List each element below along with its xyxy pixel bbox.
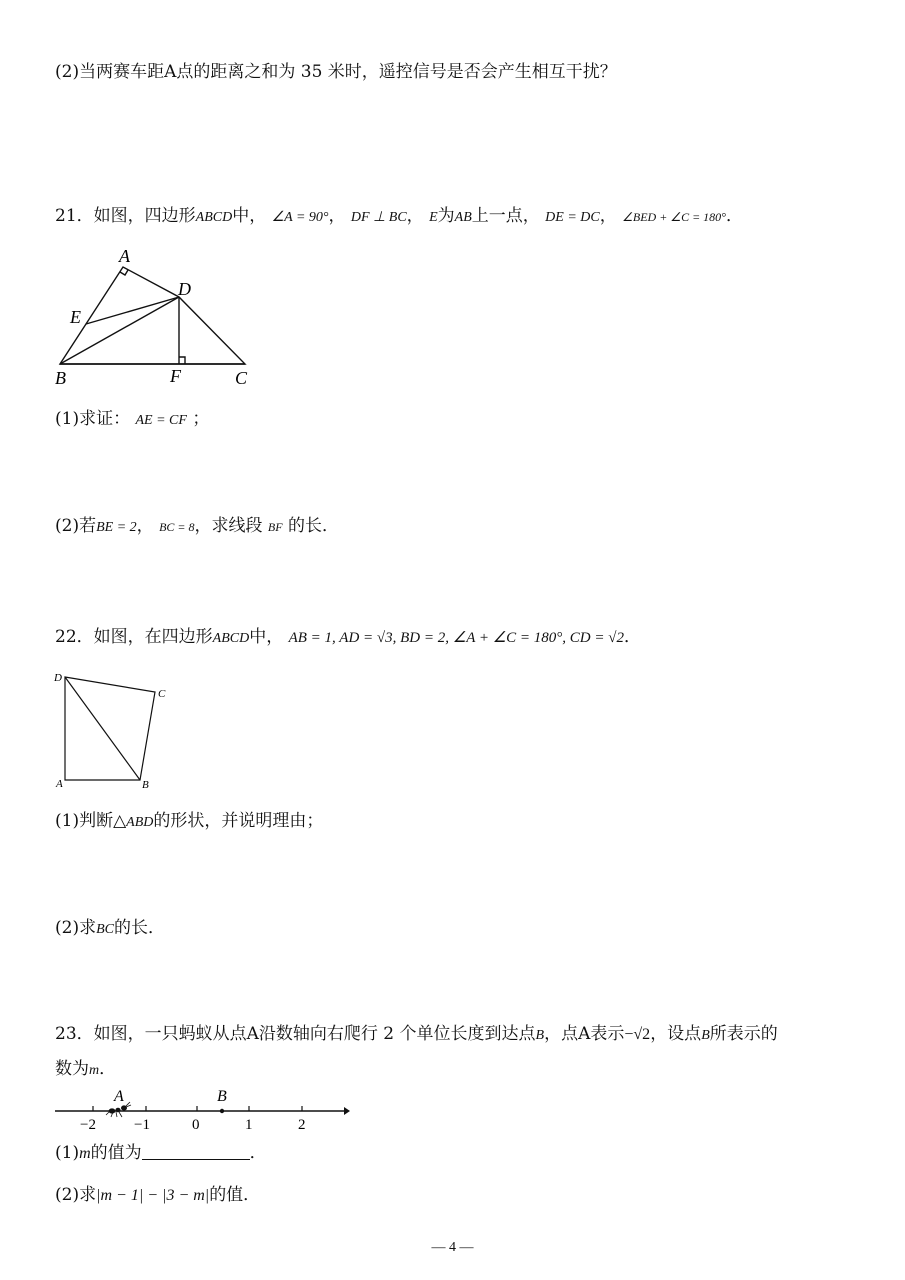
q22-stem-mid: 中， <box>249 627 284 647</box>
q22-part2-prefix: (2)求 <box>55 918 97 938</box>
q23-stem-line2 <box>55 1057 116 1083</box>
q23-part1-end: ． <box>249 1143 267 1163</box>
q23-text: 23．如图，一只蚂蚁从点A沿数轴向右爬行 2 个单位长度到达点 <box>55 1024 536 1044</box>
q22-part2 <box>55 916 165 942</box>
q23-stem-line1 <box>55 1022 778 1048</box>
q23-number-line <box>50 1086 360 1136</box>
q23-point-b: B <box>701 1028 710 1043</box>
q22-part1-end: 的形状，并说明理由； <box>153 811 324 831</box>
q21-quad: ABCD <box>195 210 233 225</box>
q21-part2 <box>55 514 339 540</box>
answer-blank[interactable] <box>142 1143 250 1160</box>
q23-text: ，点A表示 <box>544 1024 625 1044</box>
q21-part1-prefix: (1)求证： <box>55 409 131 429</box>
arrow-right-icon <box>344 1107 350 1115</box>
q23-text: ，设点 <box>650 1024 702 1044</box>
q23-part1-prefix: (1) <box>55 1143 80 1163</box>
q21-stem-mid: 中， <box>232 206 267 226</box>
q23-part1 <box>55 1141 267 1166</box>
q22-part2-math: BC <box>96 922 114 937</box>
q21-label-e: E <box>70 307 81 327</box>
q22-end: ． <box>623 627 641 647</box>
q21-sep: ， <box>328 206 346 226</box>
q22-label-d: D <box>54 672 62 684</box>
q21-stem-prefix: 21．如图，四边形 <box>55 206 196 226</box>
q21-label-a: A <box>119 246 130 266</box>
q21-label-b: B <box>55 368 66 388</box>
q21-quadrilateral <box>60 267 245 364</box>
q22-quad: ABCD <box>212 631 250 646</box>
q21-point-e: E <box>429 210 438 225</box>
q21-sep: ， <box>599 206 617 226</box>
q23-part1-mid: 的值为 <box>90 1143 142 1163</box>
q21-stem <box>55 204 743 230</box>
q23-point-b: B <box>535 1028 545 1043</box>
q21-part1-end: ； <box>192 409 210 429</box>
q21-part2-prefix: (2)若 <box>55 516 97 536</box>
q23-tick-label: 0 <box>192 1117 200 1133</box>
q21-part1-math: AE = CF <box>135 413 187 428</box>
q22-segment-bd <box>65 677 140 780</box>
q23-var-m: m <box>79 1145 91 1162</box>
q23-label-a: A <box>114 1088 124 1105</box>
q22-stem-prefix: 22．如图，在四边形 <box>55 627 213 647</box>
q21-cond-angle-sum: ∠BED + ∠C = 180° <box>622 210 726 224</box>
q21-text: 为 <box>437 206 455 226</box>
q23-tick-label: −2 <box>80 1117 96 1133</box>
q21-part2-be: BE = 2 <box>96 520 137 535</box>
q22-figure <box>45 665 185 795</box>
q22-label-a: A <box>56 778 63 790</box>
q23-text: ． <box>99 1059 117 1079</box>
q21-part2-sep: ， <box>136 516 154 536</box>
q21-sep: ， <box>406 206 424 226</box>
q22-part1-prefix: (1)判断△ <box>55 811 127 831</box>
q23-label-b: B <box>217 1088 227 1105</box>
q21-part2-bc: BC = 8 <box>159 520 195 534</box>
q21-part1 <box>55 407 209 433</box>
q21-right-angle-f <box>179 357 185 364</box>
q23-text: 所表示的 <box>709 1024 778 1044</box>
q23-neg-sqrt2: −√2 <box>624 1026 651 1043</box>
q22-quadrilateral <box>65 677 155 780</box>
q21-cond-angle-a: ∠A = 90° <box>271 210 329 225</box>
q21-text: 上一点， <box>471 206 540 226</box>
q23-text: 数为 <box>55 1059 89 1079</box>
q23-point-b-dot <box>220 1109 224 1113</box>
q21-label-c: C <box>235 368 248 388</box>
q23-tick-label: −1 <box>134 1117 150 1133</box>
q21-segment-ed <box>86 297 179 324</box>
q22-conditions: AB = 1, AD = √3, BD = 2, ∠A + ∠C = 180°, CD = √2 <box>288 630 624 646</box>
q21-figure <box>40 240 290 390</box>
q21-segment-ab: AB <box>454 210 472 225</box>
q21-label-d: D <box>178 279 191 299</box>
q21-cond-de-dc: DE = DC <box>545 210 600 225</box>
q22-stem <box>55 625 641 651</box>
q23-var-m: m <box>89 1063 100 1078</box>
q23-part2 <box>55 1183 260 1208</box>
q21-part2-mid: ，求线段 <box>194 516 263 536</box>
q21-part2-bf: BF <box>267 520 283 534</box>
q22-label-b: B <box>142 779 149 791</box>
q23-tick-label: 2 <box>298 1117 306 1133</box>
q21-part2-end: 的长． <box>287 516 339 536</box>
q22-label-c: C <box>158 688 166 700</box>
q23-part2-math: |m − 1| − |3 − m| <box>96 1187 210 1204</box>
q23-part2-prefix: (2)求 <box>55 1185 97 1205</box>
q22-part1 <box>55 809 323 835</box>
page-number: — 4 — <box>431 1240 474 1255</box>
q23-tick-label: 1 <box>245 1117 253 1133</box>
q21-label-f: F <box>170 366 181 386</box>
q22-part1-math: ABD <box>126 815 154 830</box>
q20-part2: (2)当两赛车距A点的距离之和为 35 米时，遥控信号是否会产生相互干扰？ <box>55 62 617 82</box>
q22-part2-end: 的长． <box>113 918 165 938</box>
q23-part2-end: 的值． <box>209 1185 261 1205</box>
q21-cond-perp: DF ⊥ BC <box>350 210 407 225</box>
q21-end: ． <box>725 206 743 226</box>
